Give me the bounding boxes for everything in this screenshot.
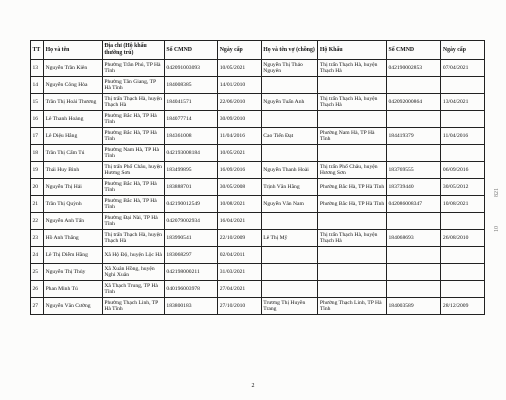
table-cell: 19 — [31, 162, 44, 179]
table-cell — [386, 264, 440, 281]
table-cell — [441, 264, 485, 281]
table-cell — [318, 281, 387, 298]
table-cell: 20 — [31, 179, 44, 196]
column-header: TT — [31, 41, 44, 60]
table-cell: 30/05/2008 — [218, 179, 262, 196]
table-cell: Thái Huy Bình — [44, 162, 103, 179]
table-cell: Xã Xuân Hồng, huyện Nghi Xuân — [102, 264, 164, 281]
table-cell: Phường Bắc Hà, TP Hà Tĩnh — [102, 196, 164, 213]
table-cell: Lê Diệu Hằng — [44, 128, 103, 145]
table-cell: 16/04/2021 — [218, 213, 262, 230]
table-cell — [261, 247, 318, 264]
table-cell — [261, 111, 318, 128]
table-cell: 183739440 — [386, 179, 440, 196]
table-cell: 184419379 — [386, 128, 440, 145]
table-cell: Nguyễn Thanh Hoài — [261, 162, 318, 179]
table-row — [31, 179, 485, 196]
table-header-row — [31, 41, 485, 60]
table-cell: Phường Tân Giang, TP Hà Tĩnh — [102, 77, 164, 94]
table-row — [31, 230, 485, 247]
table-cell: 18 — [31, 145, 44, 162]
table-cell: 183769555 — [386, 162, 440, 179]
table-cell: 21 — [31, 196, 44, 213]
table-cell: Nguyễn Anh Tấn — [44, 213, 103, 230]
table-cell: Phường Thạch Linh, TP Hà Tĩnh — [318, 298, 387, 315]
table-cell: Phường Bắc Hà, TP Hà Tĩnh — [102, 128, 164, 145]
table-row — [31, 264, 485, 281]
table-cell: 184361008 — [164, 128, 217, 145]
table-cell: 16 — [31, 111, 44, 128]
table-cell: 24 — [31, 247, 44, 264]
table-cell: Cao Tiến Đạt — [261, 128, 318, 145]
table-cell: 15 — [31, 94, 44, 111]
table-cell: 23 — [31, 230, 44, 247]
table-cell: 28/12/2009 — [441, 298, 485, 315]
table-cell — [318, 264, 387, 281]
table-cell: 26 — [31, 281, 44, 298]
table-cell: Phường Bắc Hà, TP Hà Tĩnh — [102, 179, 164, 196]
household-registry-table — [30, 40, 485, 315]
table-cell: Thị trấn Thạch Hà, huyện Thạch Hà — [318, 94, 387, 111]
table-row — [31, 247, 485, 264]
table-cell — [441, 77, 485, 94]
table-cell: Phường Đại Nài, TP Hà Tĩnh — [102, 213, 164, 230]
table-cell: Trần Thị Cẩm Tú — [44, 145, 103, 162]
table-cell: Phường Bắc Hà, TP Hà Tĩnh — [318, 196, 387, 213]
table-cell — [441, 111, 485, 128]
table-cell: 17 — [31, 128, 44, 145]
column-header: Hộ Khẩu — [318, 41, 387, 60]
table-row — [31, 94, 485, 111]
table-row — [31, 145, 485, 162]
column-header: Họ và tên — [44, 41, 103, 60]
table-cell: Nguyễn Tuấn Anh — [261, 94, 318, 111]
table-cell: 042092000864 — [386, 94, 440, 111]
table-cell — [386, 77, 440, 94]
table-cell — [261, 213, 318, 230]
table-cell: 042079002934 — [164, 213, 217, 230]
table-cell: 042193008184 — [164, 145, 217, 162]
table-row — [31, 298, 485, 315]
table-cell: Nguyễn Văn Cường — [44, 298, 103, 315]
table-cell: 042086008347 — [386, 196, 440, 213]
table-cell — [441, 145, 485, 162]
table-row — [31, 162, 485, 179]
table-cell: Lê Thanh Hoàng — [44, 111, 103, 128]
table-cell: 07/04/2021 — [441, 60, 485, 77]
table-cell: 184008385 — [164, 77, 217, 94]
table-cell — [441, 247, 485, 264]
table-cell: 30/05/2012 — [441, 179, 485, 196]
table-cell: Phường Thạch Linh, TP Hà Tĩnh — [102, 298, 164, 315]
table-cell: Thị trấn Thạch Hà, huyện Thạch Hà — [102, 230, 164, 247]
table-cell: Trần Thị Quỳnh — [44, 196, 103, 213]
table-cell — [386, 281, 440, 298]
table-cell: Phường Nam Hà, TP Hà Tĩnh — [318, 128, 387, 145]
table-cell: 11/04/2016 — [218, 128, 262, 145]
table-cell: 22/06/2010 — [218, 94, 262, 111]
table-cell: 31/03/2021 — [218, 264, 262, 281]
table-row — [31, 77, 485, 94]
table-cell — [318, 145, 387, 162]
table-cell: Nguyễn Văn Nam — [261, 196, 318, 213]
table-cell: 14/01/2010 — [218, 77, 262, 94]
table-row — [31, 213, 485, 230]
table-cell — [261, 264, 318, 281]
table-cell — [318, 213, 387, 230]
table-cell: 10/08/2021 — [441, 196, 485, 213]
column-header: Số CMND — [164, 41, 217, 60]
table-cell: 13 — [31, 60, 44, 77]
margin-mark: 10 — [494, 226, 500, 232]
column-header: Số CMND — [386, 41, 440, 60]
table-cell: Nguyễn Thị Thủy — [44, 264, 103, 281]
table-cell: 184003589 — [386, 298, 440, 315]
table-cell — [386, 247, 440, 264]
table-cell: 183800183 — [164, 298, 217, 315]
table-cell: 10/05/2021 — [218, 145, 262, 162]
table-cell: 042198000211 — [164, 264, 217, 281]
table-body — [31, 60, 485, 315]
table-cell: 184068693 — [386, 230, 440, 247]
column-header: Ngày cấp — [441, 41, 485, 60]
table-cell: Thị trấn Phố Châu, huyện Hương Sơn — [318, 162, 387, 179]
table-cell: Nguyễn Trần Kiên — [44, 60, 103, 77]
table-cell: 22 — [31, 213, 44, 230]
column-header: Họ và tên vợ (chồng) — [261, 41, 318, 60]
column-header: Ngày cấp — [218, 41, 262, 60]
table-cell — [261, 281, 318, 298]
table-cell: Lê Thị Diễm Hằng — [44, 247, 103, 264]
table-cell: 11/04/2016 — [441, 128, 485, 145]
table-cell: Trương Thị Huyền Trang — [261, 298, 318, 315]
table-cell — [318, 111, 387, 128]
table-cell: Xã Thạch Trung, TP Hà Tĩnh — [102, 281, 164, 298]
table-row — [31, 196, 485, 213]
table-cell: Nguyễn Công Hòa — [44, 77, 103, 94]
table-cell: Thị trấn Thạch Hà, huyện Thạch Hà — [102, 94, 164, 111]
table-cell: 14 — [31, 77, 44, 94]
table-cell: Hồ Anh Thắng — [44, 230, 103, 247]
table-cell: 042091003093 — [164, 60, 217, 77]
table-row — [31, 111, 485, 128]
table-cell: Nguyễn Thị Thảo Nguyên — [261, 60, 318, 77]
table-cell: Phan Minh Tú — [44, 281, 103, 298]
table-cell: Trịnh Văn Hằng — [261, 179, 318, 196]
table-row — [31, 281, 485, 298]
table-cell: Phường Bắc Hà, TP Hà Tĩnh — [102, 111, 164, 128]
table-cell: Trần Thị Hoài Thương — [44, 94, 103, 111]
table-cell: Thị trấn Thạch Hà, huyện Thạch Hà — [318, 230, 387, 247]
table-cell — [386, 145, 440, 162]
table-cell: 27/04/2021 — [218, 281, 262, 298]
table-cell — [386, 213, 440, 230]
table-cell — [318, 247, 387, 264]
table-cell — [261, 77, 318, 94]
table-cell — [261, 145, 318, 162]
table-cell — [386, 111, 440, 128]
table-cell: 042190002853 — [386, 60, 440, 77]
table-cell: Thị trấn Phố Châu, huyện Hương Sơn — [102, 162, 164, 179]
table-cell: Xã Hộ Độ, huyện Lộc Hà — [102, 247, 164, 264]
table-cell: 183888701 — [164, 179, 217, 196]
table-cell: Phường Trần Phú, TP Hà Tĩnh — [102, 60, 164, 77]
table-cell: 184077714 — [164, 111, 217, 128]
margin-mark: 821 — [494, 188, 500, 197]
table-cell: Nguyễn Thị Hải — [44, 179, 103, 196]
table-cell: Thị trấn Thạch Hà, huyện Thạch Hà — [318, 60, 387, 77]
table-cell: 27/10/2010 — [218, 298, 262, 315]
table-cell: 10/08/2021 — [218, 196, 262, 213]
table-cell: 10/05/2021 — [218, 60, 262, 77]
table-cell: 25 — [31, 264, 44, 281]
table-cell: 06/09/2016 — [441, 162, 485, 179]
table-row — [31, 128, 485, 145]
table-cell: 26/08/2010 — [441, 230, 485, 247]
table-cell: Lê Thị Mỹ — [261, 230, 318, 247]
table-cell: 183068297 — [164, 247, 217, 264]
table-cell — [441, 281, 485, 298]
table-cell: 02/04/2011 — [218, 247, 262, 264]
table-cell: 040196003978 — [164, 281, 217, 298]
table-cell: 042190012549 — [164, 196, 217, 213]
table-cell: Phường Nam Hà, TP Hà Tĩnh — [102, 145, 164, 162]
table-cell: 13/04/2021 — [441, 94, 485, 111]
table-cell: Phường Bắc Hà, TP Hà Tĩnh — [318, 179, 387, 196]
table-row — [31, 60, 485, 77]
table-cell — [441, 213, 485, 230]
table-cell: 183990541 — [164, 230, 217, 247]
table-cell: 27 — [31, 298, 44, 315]
table-cell: 22/10/2009 — [218, 230, 262, 247]
table-cell: 16/09/2016 — [218, 162, 262, 179]
table-cell — [318, 77, 387, 94]
table-cell: 30/09/2010 — [218, 111, 262, 128]
table-cell: 183499895 — [164, 162, 217, 179]
page-number: 2 — [251, 383, 255, 389]
table-cell: 184041571 — [164, 94, 217, 111]
column-header: Địa chỉ (Hộ khẩu thường trú) — [102, 41, 164, 60]
